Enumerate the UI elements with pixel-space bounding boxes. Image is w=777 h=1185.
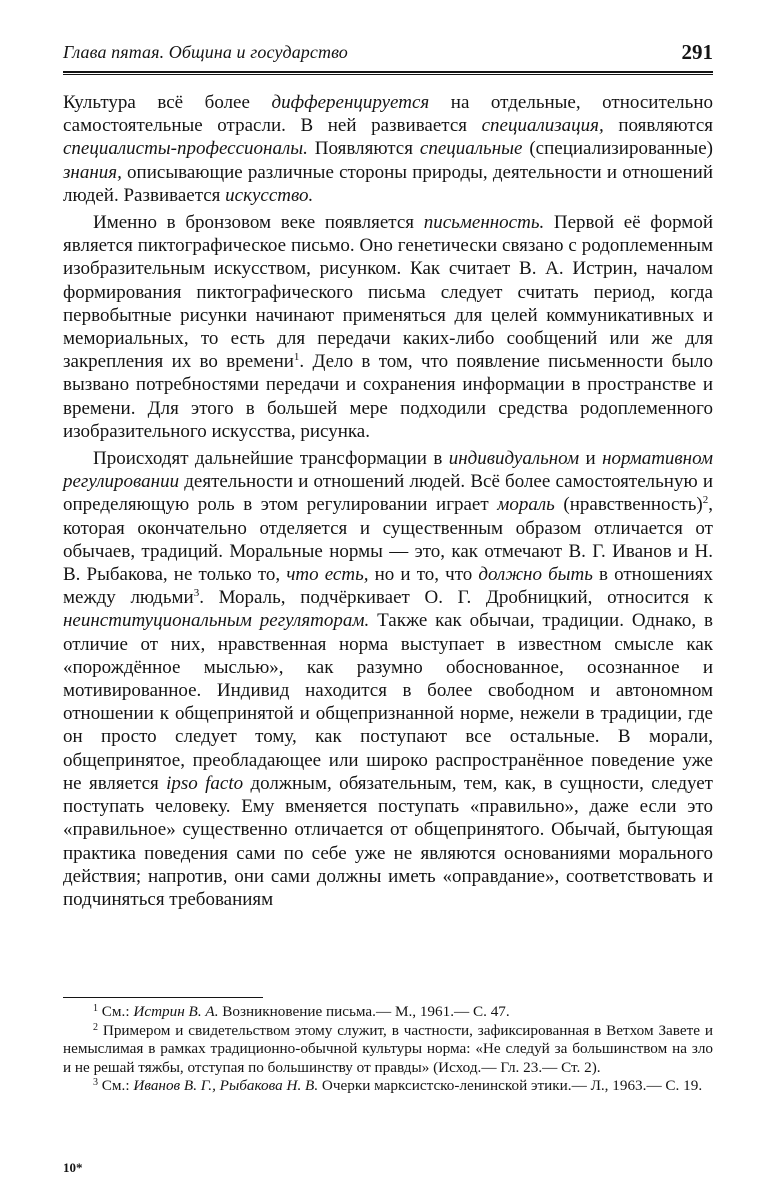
paragraph-morality: Происходят дальнейшие трансформации в индивидуальном и нормативном регулировании деятельности и отношений людей. Всё более самостоятельную и определяющую роль в этом регулировании играет мораль (нравственность)$^2$, которая окончательно отделяется и существенным образом отличается от обычаев, традиций. Моральные нормы — это, как отмечают В. Г. Иванов и Н. В. Рыбакова, не только то, что есть, но и то, что должно быть в отношениях между людьми$^3$. Мораль, подчёркивает О. Г. Дробницкий, относится к неинституциональным регуляторам. Также как обычаи, традиции. Однако, в отличие от них, нравственная норма выступает в известном смысле как «порождённое мыслью», как разумно обоснованное, осознанное и мотивированное. Индивид находится в более свободном и автономном отношении к общепринятой и общепризнанной норме, нежели в традиции, где он просто следует тому, как поступают все остальные. В морали, общепринятое, преобладающее или широко распространённое поведение уже не является ipso facto должным, обязательным, тем, как, в сущности, следует поступать человеку. Ему вменяется поступать «правильно», даже если это «правильное» существенно отличается от общепринятого. Обычай, бытующая практика поведения сами по себе уже не являются основаниями морального действия; напротив, они сами должны иметь «оправдание», соответствовать и подчиняться требованиям [63,448,713,910]
header-rule [63,71,713,75]
footnote-ref-2[interactable]: 2 [702,494,709,507]
footnote-separator [63,997,263,998]
main-text [63,91,713,911]
footnote-3: $^3$ См.: Иванов В. Г., Рыбакова Н. В. Очерки марксистско-ленинской этики.— Л., 1963.— С. 19. [93,1077,703,1095]
signature-mark: 10* [63,1160,83,1175]
page-header [63,38,713,68]
page-number: 291 [681,40,713,64]
footnote-2: $^2$ Примером и свидетельством этому служит, в частности, зафиксированная в Ветхом Завете и немыслимая в рамках традиционно-обычной культуры норма: «Не следуй за большинством на зло и не решай тяжбы, отступая по большинству от правды» (Исход.— Гл. 23.— Ст. 2). [63,1021,713,1076]
running-head: Глава пятая. Община и государство [63,42,348,62]
paragraph-writing: Именно в бронзовом веке появляется письменность. Первой её формой является пиктографическое письмо. Оно генетически связано с родоплеменным изобразительным искусством, рисунком. Как считает В. А. Истрин, началом формирования пиктографического письма следует считать период, когда первобытные рисунки начинают применяться для целей коммуникативных и мемориальных, то есть для передачи каких-либо сообщений или же для закрепления их во времени$^1$. Дело в том, что появление письменности было вызвано потребностями передачи и сохранения информации в пространстве и времени. Для этого в большей мере подходили средства родоплеменного изобразительного искусства, рисунка. [63,212,713,442]
footnotes [63,1003,713,1096]
footnote-1: $^1$ См.: Истрин В. А. Возникновение письма.— М., 1961.— С. 47. [93,1003,510,1020]
footnote-ref-3[interactable]: 3 [193,587,200,600]
footnote-ref-1[interactable]: 1 [293,351,300,364]
paragraph-culture: Культура всё более дифференцируется на отдельные, относительно самостоятельные отрасли. В ней развивается специализация, появляются специалисты-профессионалы. Появляются специальные (специализированные) знания, описывающие различные стороны природы, деятельности и отношений людей. Развивается искусство. [63,92,713,206]
